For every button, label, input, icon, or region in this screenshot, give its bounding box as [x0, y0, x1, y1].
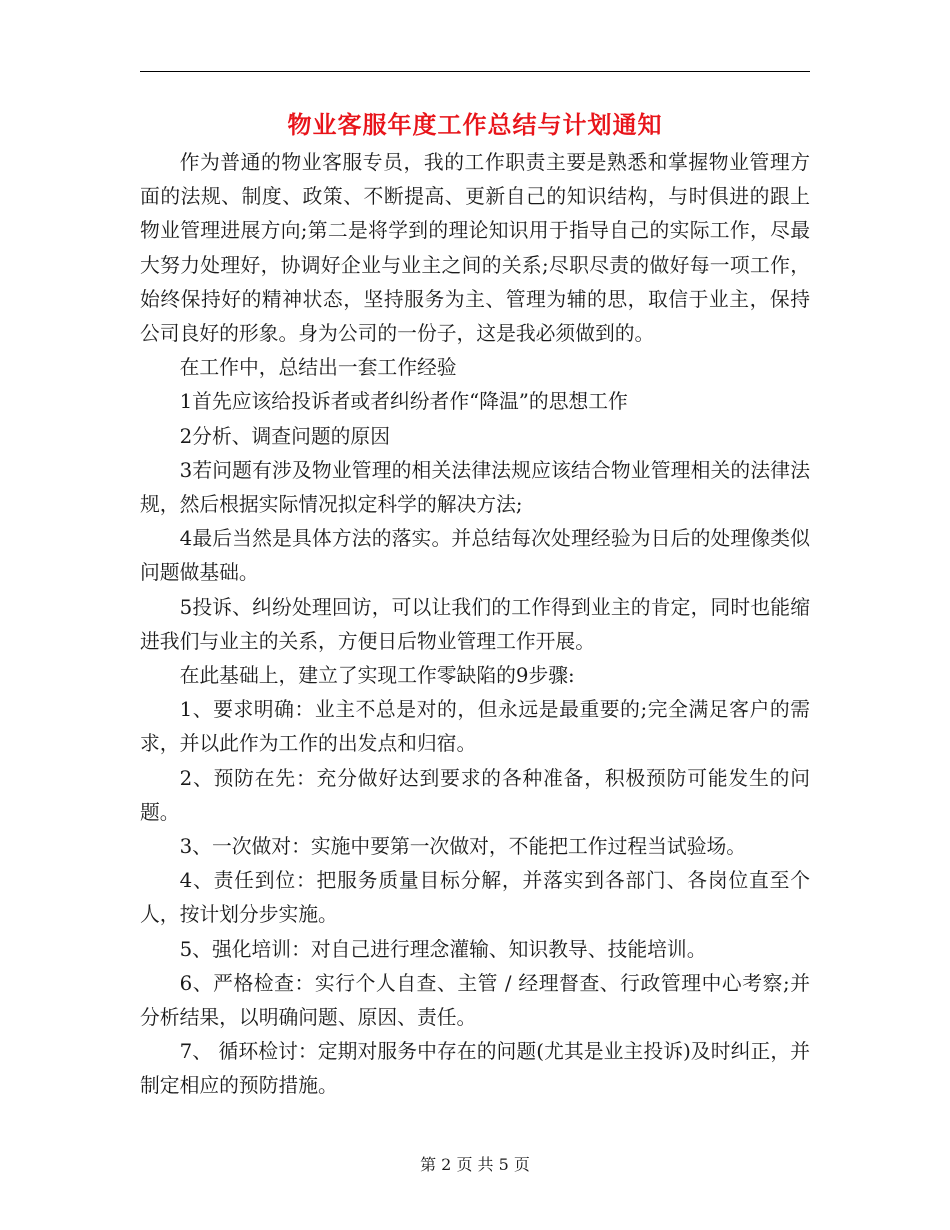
header-rule: [140, 71, 810, 72]
paragraph-experience-2: 2分析、调查问题的原因: [179, 424, 390, 448]
paragraph-experience-3: 3若问题有涉及物业管理的相关法律法规应该结合物业管理相关的法律法规，然后根据实际情况拟定科学的解决方法;: [140, 458, 810, 517]
paragraph-step-6: 6、严格检查：实行个人自查、主管 / 经理督查、行政管理中心考察;并分析结果，以明确问题、原因、责任。: [140, 971, 810, 1030]
paragraph-step-2: 2、预防在先：充分做好达到要求的各种准备，积极预防可能发生的问题。: [140, 766, 810, 824]
paragraph-experience-heading: 在工作中，总结出一套工作经验: [179, 356, 457, 380]
document-body: [140, 146, 810, 1104]
paragraph-step-4: 4、责任到位：把服务质量目标分解，并落实到各部门、各岗位直至个人，按计划分步实施。: [140, 869, 810, 927]
paragraph-step-3: 3、一次做对：实施中要第一次做对，不能把工作过程当试验场。: [179, 835, 747, 859]
paragraph-experience-1: 1首先应该给投诉者或者纠纷者作“降温”的思想工作: [179, 390, 628, 414]
paragraph-experience-5: 5投诉、纠纷处理回访，可以让我们的工作得到业主的肯定，同时也能缩进我们与业主的关系，方便日后物业管理工作开展。: [140, 595, 810, 653]
paragraph-steps-heading: 在此基础上，建立了实现工作零缺陷的9步骤:: [179, 664, 575, 688]
document-title: 物业客服年度工作总结与计划通知: [287, 110, 663, 139]
paragraph-step-5: 5、强化培训：对自己进行理念灌输、知识教导、技能培训。: [179, 937, 707, 961]
page-number: 第 2 页 共 5 页: [420, 1155, 530, 1174]
paragraph-step-7: 7、 循环检讨：定期对服务中存在的问题(尤其是业主投诉)及时纠正，并制定相应的预防措施。: [140, 1040, 810, 1098]
paragraph-intro: 作为普通的物业客服专员，我的工作职责主要是熟悉和掌握物业管理方面的法规、制度、政策、不断提高、更新自己的知识结构，与时俱进的跟上物业管理进展方向;第二是将学到的理论知识用于指导自己的实际工作，尽最大努力处理好，协调好企业与业主之间的关系;尽职尽责的做好每一项工作，始终保持好的精神状态，坚持服务为主、管理为辅的思，取信于业主，保持公司良好的形象。身为公司的一份子，这是我必须做到的。: [140, 151, 810, 346]
paragraph-step-1: 1、要求明确：业主不总是对的，但永远是最重要的;完全满足客户的需求，并以此作为工作的出发点和归宿。: [140, 698, 810, 756]
paragraph-experience-4: 4最后当然是具体方法的落实。并总结每次处理经验为日后的处理像类似问题做基础。: [140, 527, 810, 585]
